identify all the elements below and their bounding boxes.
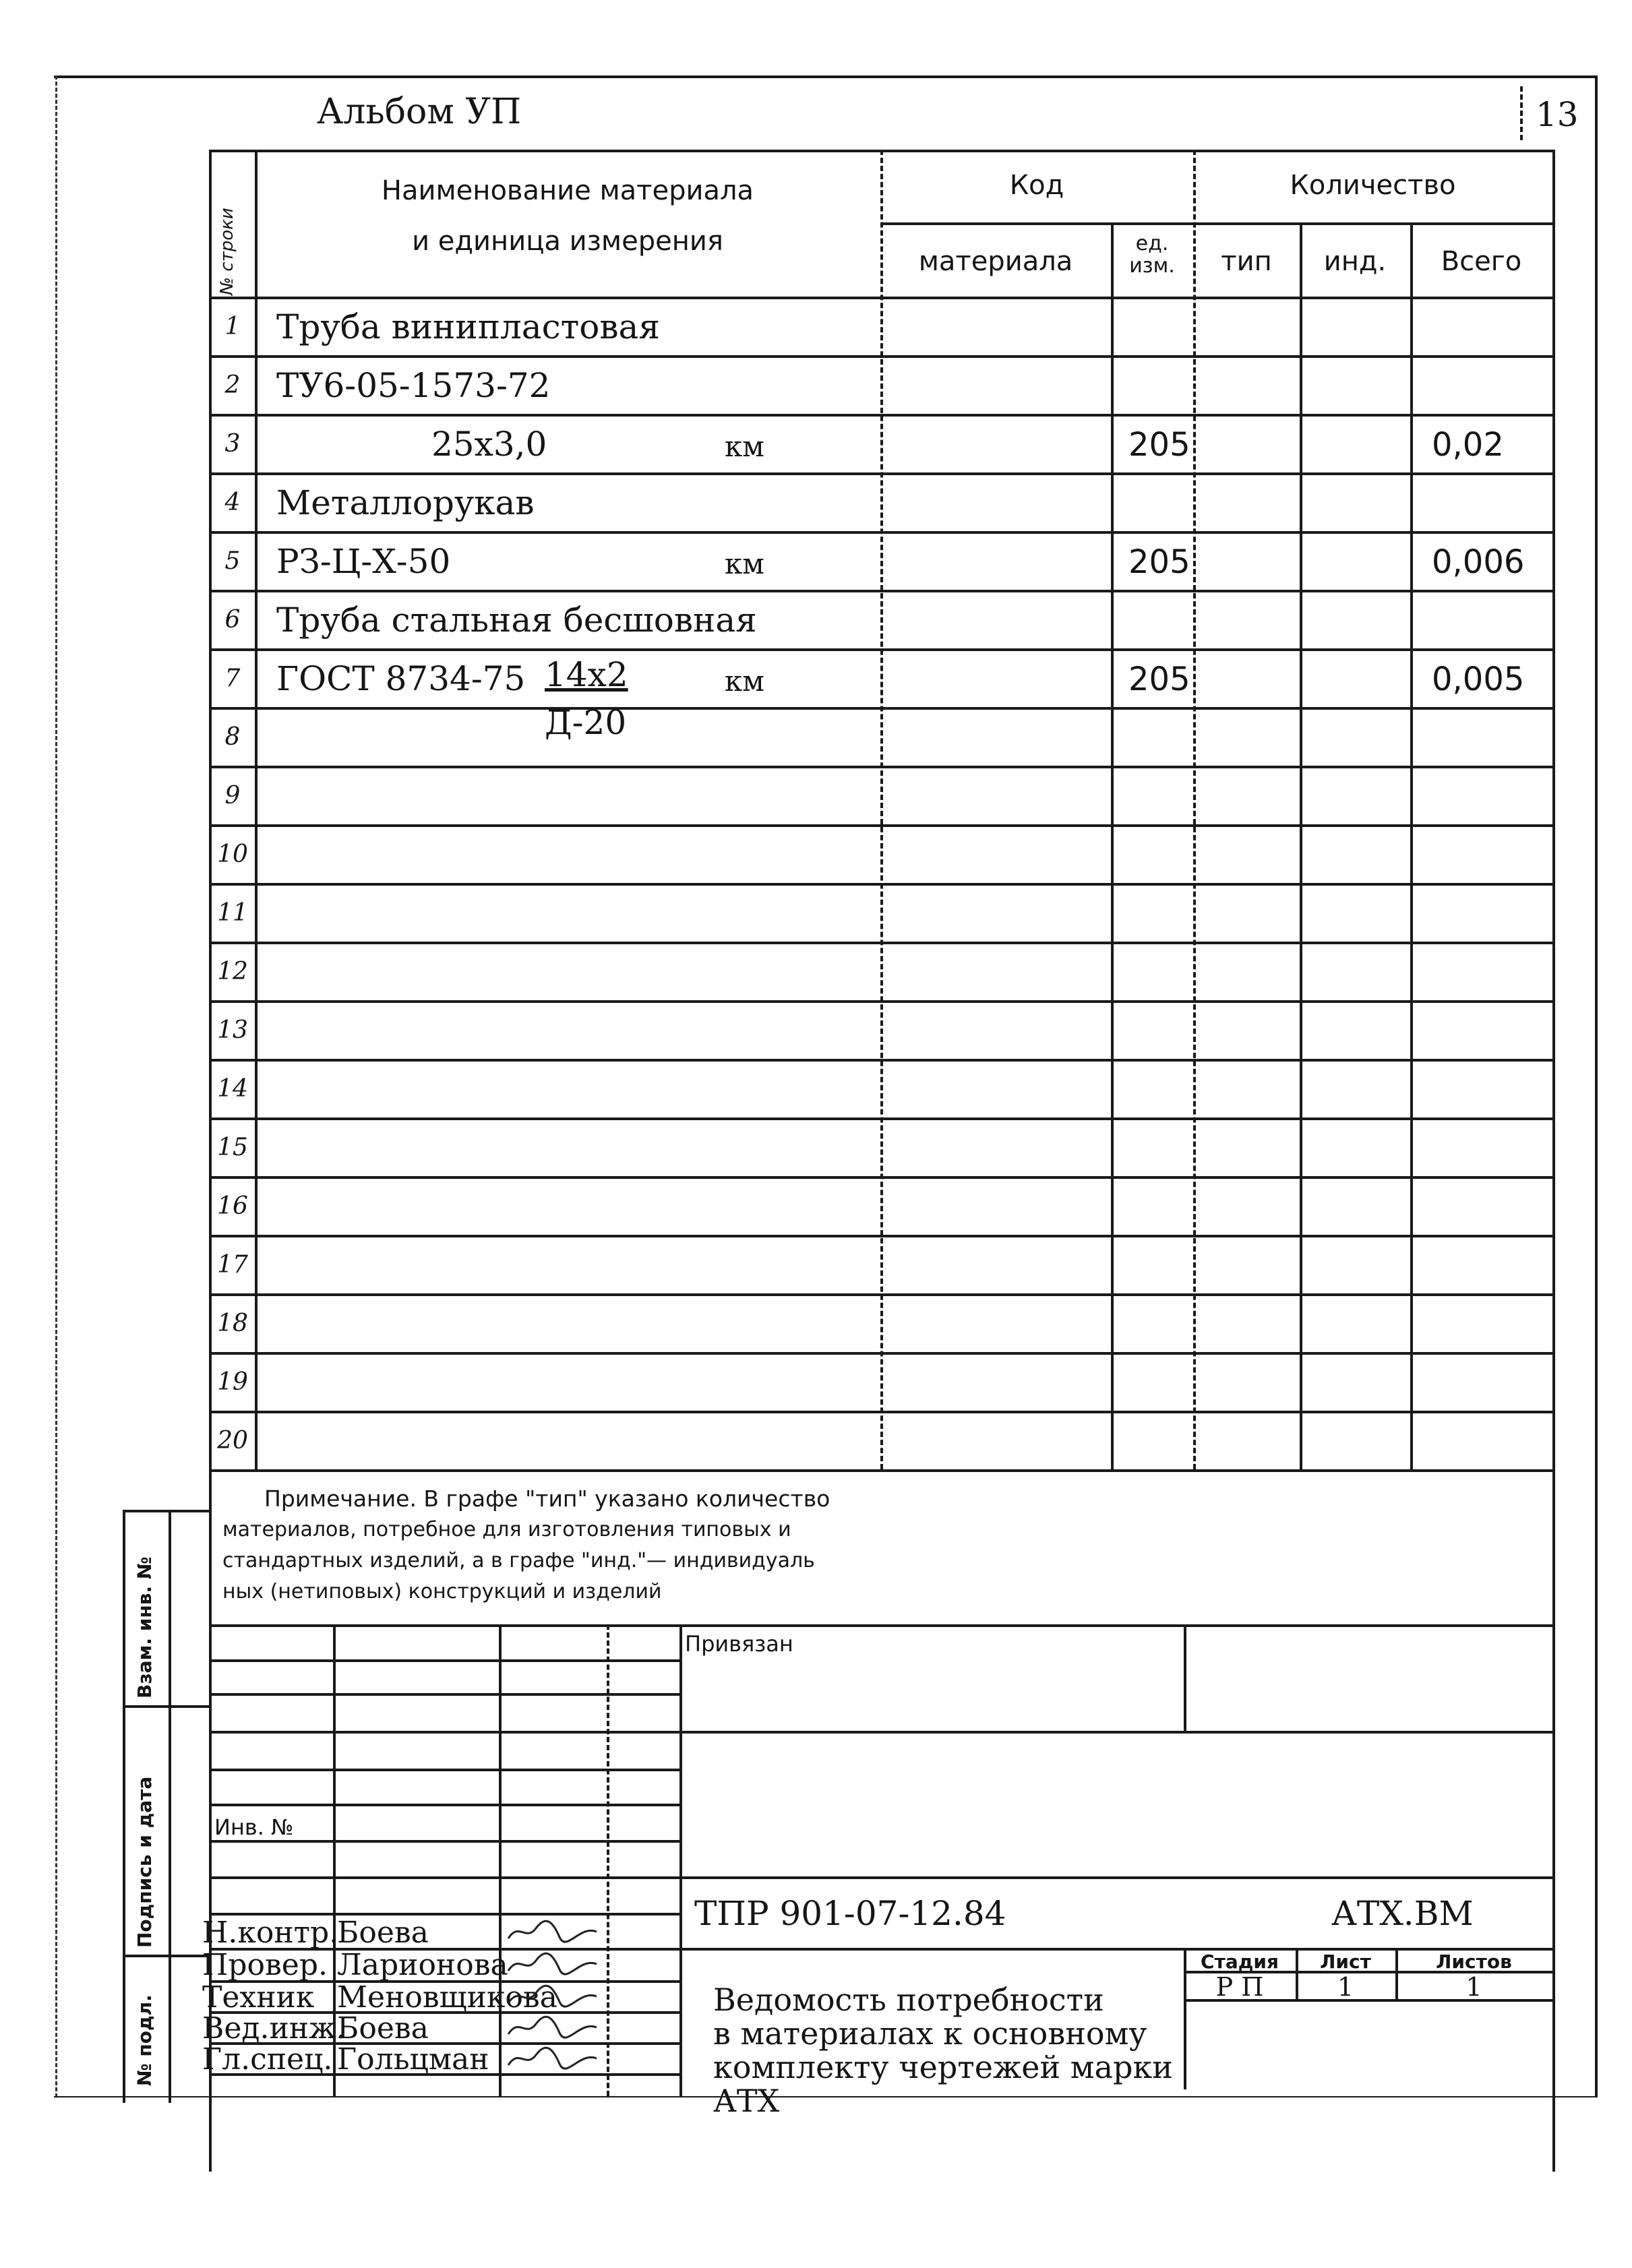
tb-role-label: Провер. bbox=[202, 1948, 328, 1982]
tb-row-line bbox=[209, 1876, 1555, 1879]
tb-role-name: Боева bbox=[337, 2011, 429, 2046]
tb-role-label: Вед.инж. bbox=[202, 2011, 346, 2046]
unit-code: 205 bbox=[1128, 543, 1190, 581]
table-row bbox=[0, 1176, 1632, 1235]
tb-sheets-value: 1 bbox=[1465, 1972, 1482, 2002]
row-number: 14 bbox=[217, 1075, 248, 1103]
unit-of-measure: км bbox=[725, 665, 764, 698]
row-number: 13 bbox=[217, 1016, 248, 1044]
note-line-3: стандартных изделий, а в графе "инд."— индивидуаль bbox=[222, 1549, 815, 1572]
note-line-2: материалов, потребное для изготовления типовых и bbox=[222, 1518, 791, 1541]
quantity-total: 0,02 bbox=[1432, 426, 1504, 464]
signature-scribble bbox=[506, 1918, 600, 1948]
row-number: 17 bbox=[217, 1251, 248, 1279]
col-code-material-header: материала bbox=[918, 246, 1073, 277]
tb-title-line4: АТХ bbox=[713, 2083, 780, 2119]
tb-stage-value: Р П bbox=[1215, 1972, 1264, 2002]
table-row bbox=[0, 1293, 1632, 1352]
unit-code: 205 bbox=[1128, 426, 1190, 464]
material-name: ГОСТ 8734-75 bbox=[276, 659, 526, 698]
side-label-vzam: Взам. инв. № bbox=[133, 1556, 156, 1698]
row-number: 16 bbox=[217, 1192, 248, 1220]
row-number: 4 bbox=[224, 489, 241, 516]
material-name: Труба стальная бесшовная bbox=[276, 601, 757, 640]
sheet-number-divider bbox=[1520, 86, 1523, 140]
side-strip-top bbox=[123, 1510, 210, 1512]
table-row bbox=[0, 703, 1632, 766]
tb-title-line3: комплекту чертежей марки bbox=[713, 2049, 1173, 2085]
note-bottom-line bbox=[209, 1624, 1555, 1627]
note-line-4: ных (нетиповых) конструкций и изделий bbox=[222, 1580, 662, 1603]
material-name: РЗ-Ц-Х-50 bbox=[276, 542, 451, 581]
tb-role-name: Ларионова bbox=[337, 1948, 508, 1982]
tb-title-line2: в материалах к основному bbox=[713, 2015, 1147, 2052]
table-row bbox=[0, 1117, 1632, 1176]
table-row bbox=[0, 648, 1632, 707]
side-strip-sep2 bbox=[123, 1955, 210, 1957]
tb-sheets-label: Листов bbox=[1436, 1951, 1512, 1973]
table-row bbox=[0, 297, 1632, 355]
tb-role-label: Н.контр. bbox=[202, 1915, 339, 1950]
unit-of-measure: км bbox=[725, 547, 764, 580]
row-number: 15 bbox=[217, 1134, 248, 1161]
tb-row-line bbox=[209, 1693, 681, 1696]
signature-scribble bbox=[506, 2045, 600, 2075]
signature-scribble bbox=[506, 1983, 600, 2013]
tb-doc-code: ТПР 901-07-12.84 bbox=[694, 1894, 1006, 1933]
row-number: 9 bbox=[224, 782, 241, 809]
note-line-1: Примечание. В графе "тип" указано количество bbox=[264, 1485, 830, 1512]
table-bottom-line bbox=[209, 1469, 1555, 1472]
unit-of-measure: км bbox=[725, 430, 764, 463]
col-name-header-line1: Наименование материала bbox=[381, 175, 754, 206]
tb-row-line bbox=[209, 1659, 681, 1662]
col-qty-total-header: Всего bbox=[1441, 246, 1522, 277]
page-bottom-cut bbox=[54, 2096, 1598, 2097]
signature-scribble bbox=[506, 1951, 600, 1980]
unit-code: 205 bbox=[1128, 661, 1190, 698]
col-code-header: Код bbox=[1009, 170, 1064, 201]
table-row bbox=[0, 414, 1632, 472]
side-strip-sep1 bbox=[123, 1705, 210, 1708]
col-qty-typ-header: тип bbox=[1221, 246, 1272, 277]
row-number: 8 bbox=[224, 723, 241, 751]
side-label-podpis: Подпись и дата bbox=[133, 1776, 156, 1948]
material-name: ТУ6-05-1573-72 bbox=[276, 366, 551, 405]
row-number: 2 bbox=[224, 371, 241, 399]
tb-row-line bbox=[209, 1804, 681, 1806]
tb-role-name: Боева bbox=[337, 1915, 429, 1950]
table-row bbox=[0, 472, 1632, 531]
tb-mark: АТХ.ВМ bbox=[1331, 1894, 1474, 1933]
row-number: 11 bbox=[217, 899, 248, 927]
sheet-number: 13 bbox=[1536, 95, 1579, 134]
tb-stage-label: Стадия bbox=[1201, 1951, 1279, 1973]
table-row bbox=[0, 1411, 1632, 1469]
row-number: 5 bbox=[224, 547, 241, 575]
table-row bbox=[0, 590, 1632, 648]
tb-row-line bbox=[209, 1731, 1555, 1734]
col-qty-ind-header: инд. bbox=[1323, 246, 1387, 277]
row-number: 12 bbox=[217, 958, 248, 985]
tb-role-label: Гл.спец. bbox=[202, 2042, 333, 2077]
table-row bbox=[0, 531, 1632, 590]
fraction-numerator: 14х2 bbox=[545, 655, 628, 694]
col-name-header-line2: и единица измерения bbox=[412, 226, 723, 257]
col-quantity-header: Количество bbox=[1290, 170, 1456, 201]
quantity-total: 0,005 bbox=[1432, 661, 1525, 698]
material-name: Труба винипластовая bbox=[276, 307, 660, 346]
row-number: 10 bbox=[217, 840, 248, 868]
row-number: 3 bbox=[224, 430, 241, 458]
tb-sheet-value: 1 bbox=[1337, 1972, 1354, 2002]
tb-title-line1: Ведомость потребности bbox=[713, 1982, 1104, 2018]
table-row bbox=[0, 1352, 1632, 1411]
row-number: 19 bbox=[217, 1368, 248, 1396]
col-row-number-header: № строки bbox=[217, 208, 237, 295]
material-name: 25х3,0 bbox=[431, 425, 547, 464]
frame-top bbox=[54, 75, 1598, 78]
table-row bbox=[0, 883, 1632, 942]
tb-inv-no: Инв. № bbox=[214, 1814, 294, 1840]
row-number: 20 bbox=[217, 1427, 248, 1454]
subheader-line bbox=[880, 222, 1555, 225]
side-strip-left bbox=[123, 1510, 125, 2103]
tb-privyazan: Привязан bbox=[685, 1631, 793, 1657]
tb-role-name: Гольцман bbox=[337, 2042, 489, 2077]
side-strip-mid bbox=[169, 1510, 171, 2103]
tb-privyazan-right bbox=[1184, 1624, 1186, 1732]
row-number: 6 bbox=[224, 606, 241, 634]
fraction-denominator: Д-20 bbox=[545, 703, 627, 742]
tb-row-line bbox=[209, 1840, 681, 1843]
tb-sheet-label: Лист bbox=[1320, 1951, 1371, 1973]
table-top-border bbox=[209, 150, 1555, 152]
quantity-total: 0,006 bbox=[1432, 543, 1525, 581]
table-row bbox=[0, 1000, 1632, 1059]
table-row bbox=[0, 766, 1632, 824]
table-row bbox=[0, 355, 1632, 414]
table-row bbox=[0, 1235, 1632, 1293]
tb-row-line bbox=[209, 1769, 681, 1771]
album-label: Альбом УП bbox=[317, 92, 522, 132]
signature-scribble bbox=[506, 2014, 600, 2044]
table-row bbox=[0, 942, 1632, 1000]
row-number: 18 bbox=[217, 1310, 248, 1337]
row-number: 1 bbox=[224, 313, 241, 340]
material-name: Металлорукав bbox=[276, 483, 535, 522]
tb-role-label: Техник bbox=[202, 1980, 315, 2015]
row-number: 7 bbox=[224, 665, 241, 692]
table-row bbox=[0, 1059, 1632, 1117]
side-label-nopodl: № подл. bbox=[133, 1994, 156, 2086]
tb-role-name: Меновщикова bbox=[337, 1980, 557, 2015]
col-code-unit-header: ед. изм. bbox=[1129, 232, 1175, 278]
table-row bbox=[0, 824, 1632, 883]
